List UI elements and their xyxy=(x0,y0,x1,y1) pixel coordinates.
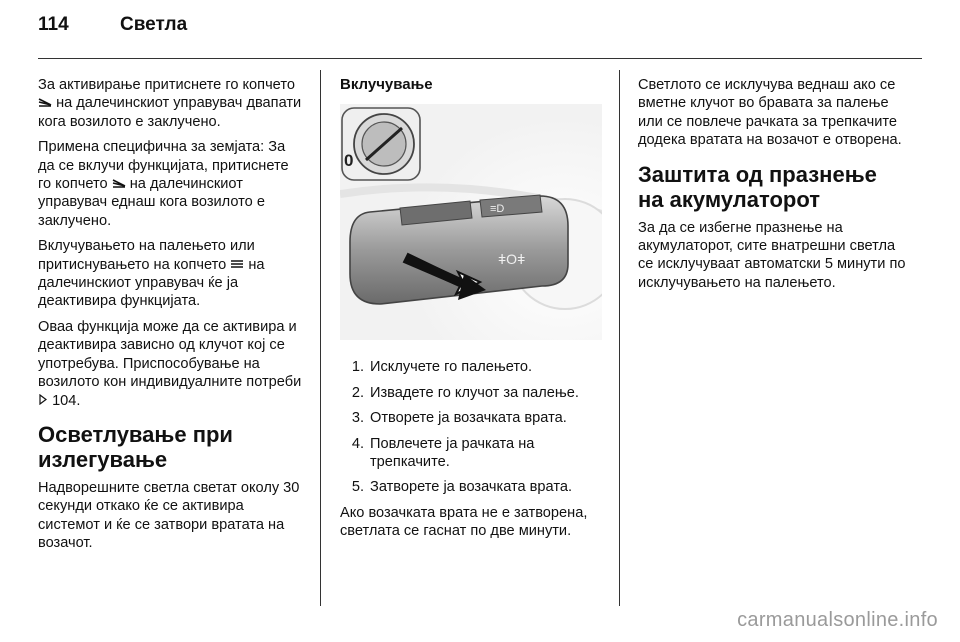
list-item: 1. Исклучете го палењето. xyxy=(351,359,533,376)
column-right xyxy=(638,76,908,299)
column-left xyxy=(38,76,302,560)
paragraph xyxy=(38,318,302,410)
headlight-delay-icon xyxy=(38,94,52,112)
section-heading: Осветлување при излегување xyxy=(38,421,233,472)
beam-symbol: ≡D xyxy=(490,203,505,216)
column-middle xyxy=(340,76,610,548)
paragraph xyxy=(38,76,302,131)
paragraph xyxy=(38,237,302,311)
paragraph-text: на далечинскиот управувач ќе ја деактивира функцијата. xyxy=(38,256,265,310)
list-item: 5. Затворете ја возачката врата. xyxy=(351,479,573,496)
paragraph: За да се избегне празнење на акумулаторот, сите внатрешни светла се исклучуваат автоматски 5 минути по исклучувањето на палењето. xyxy=(638,219,906,291)
paragraph-text: Примена специфична за земјата: За да се вклучи функцијата, притиснете го копчето xyxy=(38,139,289,193)
list-item: 2. Извадете го клучот за палење. xyxy=(351,384,579,401)
section-title: Светла xyxy=(120,14,188,35)
watermark: carmanualsonline.info xyxy=(737,609,938,631)
page-reference-icon xyxy=(38,392,48,410)
paragraph-text: За активирање притиснете го копчето xyxy=(38,77,295,93)
page-reference[interactable]: 104. xyxy=(52,392,81,409)
header-rule xyxy=(38,58,922,59)
paragraph-text: на далечинскиот управувач двапати кога возилото е заклучено. xyxy=(38,95,302,130)
paragraph: Ако возачката врата не е затворена, светлата се гаснат по две минути. xyxy=(340,504,588,540)
subsection-heading: Вклучување xyxy=(340,76,433,93)
paragraph xyxy=(38,138,302,230)
page-number: 114 xyxy=(38,14,69,35)
fog-symbol: ǂOǂ xyxy=(498,251,526,268)
list-item: 3. Отворете ја возачката врата. xyxy=(351,410,567,427)
lock-button-icon xyxy=(230,256,244,274)
paragraph: Надворешните светла светат околу 30 секунди откако ќе се активира системот и ќе се затвори вратата на возачот. xyxy=(38,479,300,552)
list-item: 4. Повлечете ја рачката на трепкачите. xyxy=(351,435,535,471)
page-header xyxy=(38,14,187,36)
column-divider xyxy=(320,70,321,606)
headlight-delay-icon xyxy=(112,175,126,193)
ignition-lock-and-stalk-illustration xyxy=(340,104,602,340)
ignition-position-label: 0 xyxy=(344,151,354,171)
paragraph-text: Вклучувањето на палењето или притиснувањето на копчето xyxy=(38,238,255,273)
column-divider xyxy=(619,70,620,606)
paragraph-text: Оваа функција може да се активира и деактивира зависно од клучот кој се употребува. Приспособување на возилото кон индивидуалните потреби xyxy=(38,318,302,391)
steps-list xyxy=(340,358,610,496)
section-heading: Заштита од празнење на акумулаторот xyxy=(638,161,877,212)
paragraph-text: на далечинскиот управувач еднаш кога возилото е заклучено. xyxy=(38,176,265,229)
paragraph: Светлото се исклучува веднаш ако се вметне клучот во бравата за палење или се повлече рачката за трепкачите додека вратата на возачот е отворена. xyxy=(638,77,902,149)
